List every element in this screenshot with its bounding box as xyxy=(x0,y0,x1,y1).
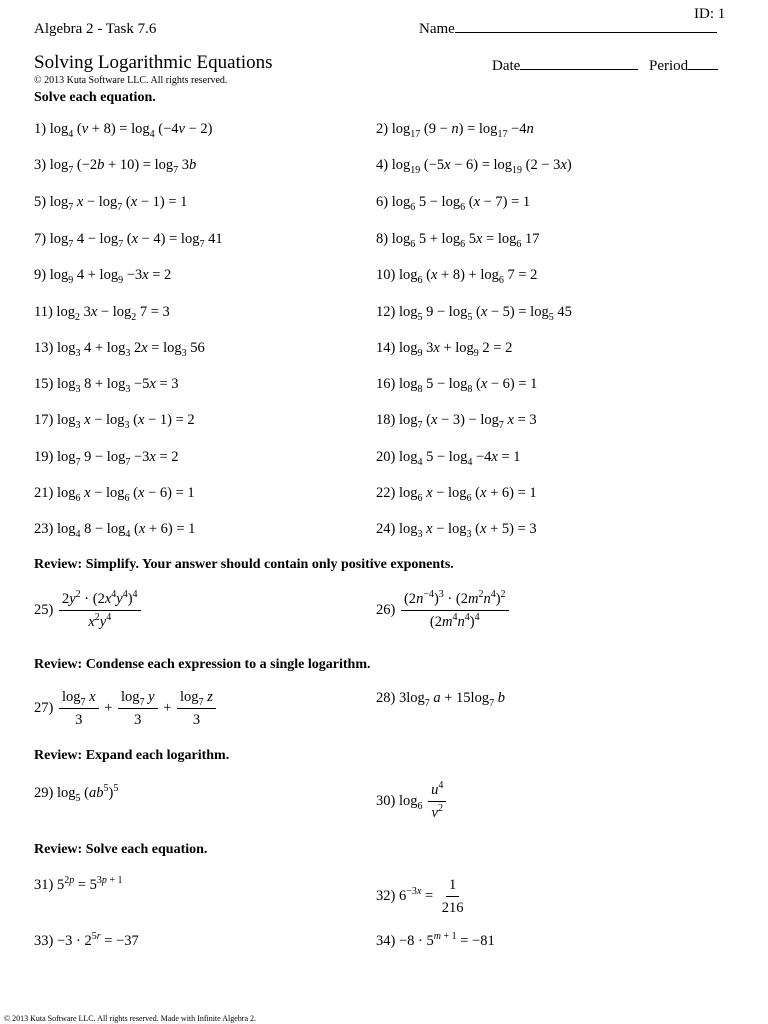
problem-9: 9) $\log_9 4 + \log_9 -3x = 2$ xyxy=(34,267,172,286)
copyright-line: © 2013 Kuta Software LLC. All rights reserved. xyxy=(34,75,228,86)
problem-18: 18) $\log_7 (x - 3) - \log_7 x = 3$ xyxy=(376,412,537,431)
instruction-review-expand: Review: Expand each logarithm. xyxy=(34,748,230,763)
date-blank[interactable] xyxy=(520,69,638,70)
period-label: Period xyxy=(649,58,689,74)
period-blank[interactable] xyxy=(688,69,718,70)
problem-20: 20) $\log_4 5 - \log_4 -4x = 1$ xyxy=(376,449,521,468)
problem-28: 28) $3\log_7$ $a + 15\log_7$ b xyxy=(376,690,505,709)
problem-33: $33) -3 \cdot 2^{5r} = -37$ xyxy=(34,931,139,949)
problem-32: 32) $6^{-3x}$ = $\frac{1}{216}$ xyxy=(376,877,464,916)
problem-22: 22) $\log_6 x - \log_6 (x + 6) = 1$ xyxy=(376,485,537,504)
problem-3: 3) $\log_7 (-2b + 10) = \log_7 3b$ xyxy=(34,157,197,176)
problem-24: 24) $\log_3 x - \log_3 (x + 5) = 3$ xyxy=(376,521,537,540)
problem-6: 6) $\log_6 5 - \log_6 (x - 7) = 1$ xyxy=(376,194,531,213)
problem-30: 30) $\log_6$ $\frac{u^4}{v^2}$ xyxy=(376,781,448,822)
problem-15: 15) $\log_3 8 + \log_3 -5x = 3$ xyxy=(34,376,179,395)
problem-11: 11) $\log_2 3x - \log_2 7 = 3$ xyxy=(34,304,170,323)
problem-1: 1) $\log_4 (v + 8) = \log_4 (-4v - 2)$ xyxy=(34,121,213,140)
date-label: Date xyxy=(492,58,521,74)
problem-17: 17) $\log_3 x - \log_3 (x - 1) = 2$ xyxy=(34,412,195,431)
date-field[interactable] xyxy=(492,58,638,75)
problem-27: 27) $\frac{\log_7 x}{3}$ + $\frac{\log_7 y}{3}$ + $\frac{\log_7 z}{3}$ xyxy=(34,688,218,729)
problem-7: 7) $\log_7 4 - \log_7 (x - 4) = \log_7 41$ xyxy=(34,231,223,250)
worksheet-id: ID: 1 xyxy=(694,6,726,22)
problem-21: 21) $\log_6 x - \log_6 (x - 6) = 1$ xyxy=(34,485,195,504)
problem-23: 23) $\log_4 8 - \log_4 (x + 6) = 1$ xyxy=(34,521,196,540)
course-label: Algebra 2 - Task 7.6 xyxy=(34,21,157,37)
problem-19: 19) $\log_7 9 - \log_7 -3x = 2$ xyxy=(34,449,179,468)
instruction-review-condense: Review: Condense each expression to a single logarithm. xyxy=(34,657,371,672)
instruction-review-solve: Review: Solve each equation. xyxy=(34,842,208,857)
problem-14: 14) $\log_9 3x + \log_9 2 = 2$ xyxy=(376,340,513,359)
problem-31: 31) $5^{2p} = 5^{3p + 1}$ xyxy=(34,875,123,893)
problem-13: 13) $\log_3 4 + \log_3 2x = \log_3 56$ xyxy=(34,340,205,359)
problem-29: 29) $\log_5 (ab^5)^5$ xyxy=(34,783,119,804)
problem-4: 4) $\log_{19} (-5x - 6) = \log_{19} (2 - 3x)$ xyxy=(376,157,572,176)
page-title: Solving Logarithmic Equations xyxy=(34,52,273,73)
problem-12: 12) $\log_5 9 - \log_5 (x - 5) = \log_5 45$ xyxy=(376,304,572,323)
footer-copyright: © 2013 Kuta Software LLC. All rights reserved. Made with Infinite Algebra 2. xyxy=(4,1014,257,1023)
period-field[interactable] xyxy=(649,58,718,75)
instruction-review-simplify: Review: Simplify. Your answer should contain only positive exponents. xyxy=(34,557,454,572)
problem-25: 25) $\frac{2y^2 \cdot (2x^4y^4)^4}{x^2y^4}$ xyxy=(34,590,143,631)
problem-10: 10) $\log_6 (x + 8) + \log_6 7 = 2$ xyxy=(376,267,538,286)
problem-16: 16) $\log_8 5 - \log_8 (x - 6) = 1$ xyxy=(376,376,538,395)
problem-34: $34) -8 \cdot 5^{m + 1} = -81$ xyxy=(376,931,495,949)
problem-2: 2) $\log_{17} (9 - n) = \log_{17} -4n$ xyxy=(376,121,534,140)
name-field[interactable] xyxy=(419,21,717,38)
instruction-solve: Solve each equation. xyxy=(34,90,156,105)
name-label: Name xyxy=(419,21,455,37)
problem-5: 5) $\log_7 x - \log_7 (x - 1) = 1$ xyxy=(34,194,188,213)
problem-8: 8) $\log_6 5 + \log_6 5x = \log_6 17$ xyxy=(376,231,540,250)
name-blank[interactable] xyxy=(455,32,717,33)
problem-26: 26) $\frac{(2n^{-4})^3 \cdot (2m^2n^4)^2}{(2m^4n^4)^4}$ xyxy=(376,590,511,631)
